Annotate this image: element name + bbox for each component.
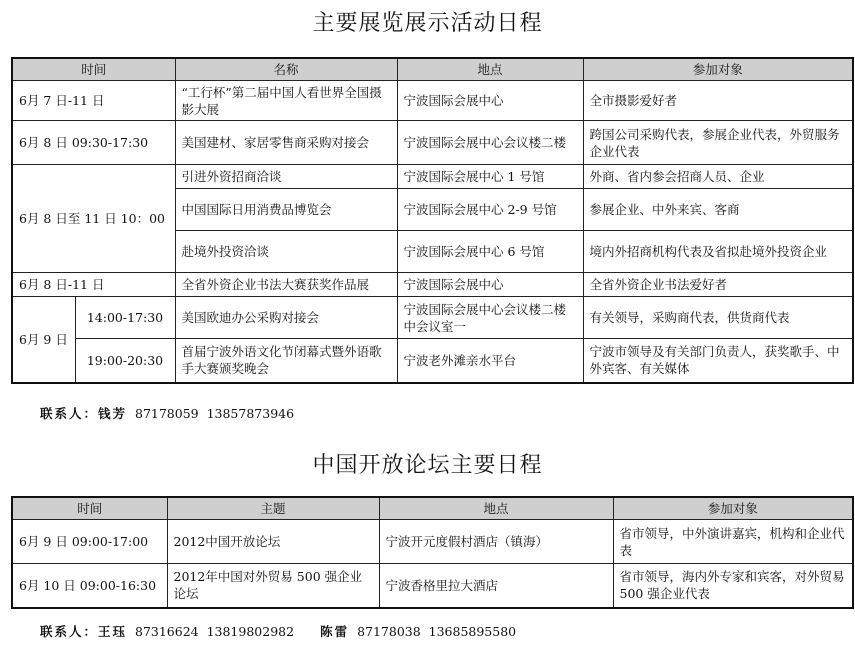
table-row — [12, 564, 853, 608]
cell-subtime: 14:00-17:30 — [75, 297, 175, 339]
cell-audience: 省市领导，中外演讲嘉宾，机构和企业代表 — [613, 520, 853, 564]
cell-place: 宁波国际会展中心 6 号馆 — [397, 231, 583, 273]
header-topic: 主题 — [167, 497, 379, 520]
cell-audience: 参展企业、中外来宾、客商 — [583, 189, 853, 231]
cell-time: 6月 7 日-11 日 — [12, 81, 175, 121]
cell-audience: 省市领导，海内外专家和宾客，对外贸易 500 强企业代表 — [613, 564, 853, 608]
cell-time: 6月 9 日 — [12, 297, 75, 383]
cell-audience: 跨国公司采购代表，参展企业代表，外贸服务企业代表 — [583, 121, 853, 165]
cell-place: 宁波国际会展中心 — [397, 81, 583, 121]
cell-topic: 2012中国开放论坛 — [167, 520, 379, 564]
table-row — [12, 273, 853, 297]
cell-place: 宁波国际会展中心会议楼二楼中会议室一 — [397, 297, 583, 339]
cell-place: 宁波香格里拉大酒店 — [379, 564, 613, 608]
cell-place: 宁波国际会展中心 1 号馆 — [397, 165, 583, 189]
contact-phone: 13819802982 — [206, 624, 295, 639]
cell-name: 全省外资企业书法大赛获奖作品展 — [175, 273, 397, 297]
cell-time: 6月 8 日 09:30-17:30 — [12, 121, 175, 165]
contact-phone: 13685895580 — [428, 624, 517, 639]
cell-name: 首届宁波外语文化节闭幕式暨外语歌手大赛颁奖晚会 — [175, 339, 397, 383]
table-row — [12, 339, 853, 383]
cell-time: 6月 10 日 09:00-16:30 — [12, 564, 167, 608]
header-audience: 参加对象 — [613, 497, 853, 520]
contact-label: 联系人：钱芳 — [40, 406, 128, 421]
cell-audience: 全省外资企业书法爱好者 — [583, 273, 853, 297]
cell-audience: 有关领导，采购商代表，供货商代表 — [583, 297, 853, 339]
cell-name: 中国国际日用消费品博览会 — [175, 189, 397, 231]
cell-time: 6月 8 日至 11 日 10：00 — [12, 165, 175, 273]
cell-place: 宁波老外滩亲水平台 — [397, 339, 583, 383]
cell-time: 6月 8 日-11 日 — [12, 273, 175, 297]
table-row — [12, 165, 853, 189]
cell-audience: 宁波市领导及有关部门负责人，获奖歌手、中外宾客、有关媒体 — [583, 339, 853, 383]
header-place: 地点 — [379, 497, 613, 520]
cell-name: 赴境外投资洽谈 — [175, 231, 397, 273]
header-time: 时间 — [12, 58, 175, 81]
exhibitions-schedule-table — [11, 57, 854, 384]
table-row — [12, 520, 853, 564]
forum-schedule-table — [11, 496, 854, 609]
schedule-title-exhibitions: 主要展览展示活动日程 — [312, 11, 543, 36]
contact-label: 联系人：王珏 — [40, 624, 128, 639]
cell-audience: 外商、省内参会招商人员、企业 — [583, 165, 853, 189]
contact-phone: 13857873946 — [206, 406, 295, 421]
contact-phone: 87178038 — [357, 624, 421, 639]
cell-subtime: 19:00-20:30 — [75, 339, 175, 383]
table-header-row — [12, 497, 853, 520]
cell-topic: 2012年中国对外贸易 500 强企业论坛 — [167, 564, 379, 608]
cell-name: 引进外资招商洽谈 — [175, 165, 397, 189]
contact-line-1 — [40, 404, 294, 422]
header-name: 名称 — [175, 58, 397, 81]
cell-name: 美国建材、家居零售商采购对接会 — [175, 121, 397, 165]
schedule-title-forum: 中国开放论坛主要日程 — [312, 453, 543, 478]
cell-time: 6月 9 日 09:00-17:00 — [12, 520, 167, 564]
cell-name: “工行杯”第二届中国人看世界全国摄影大展 — [175, 81, 397, 121]
cell-audience: 境内外招商机构代表及省拟赴境外投资企业 — [583, 231, 853, 273]
header-place: 地点 — [397, 58, 583, 81]
header-time: 时间 — [12, 497, 167, 520]
cell-place: 宁波开元度假村酒店（镇海） — [379, 520, 613, 564]
cell-place: 宁波国际会展中心会议楼二楼 — [397, 121, 583, 165]
table-header-row — [12, 58, 853, 81]
contact-line-2 — [40, 622, 516, 640]
table-row — [12, 81, 853, 121]
header-audience: 参加对象 — [583, 58, 853, 81]
contact-phone: 87178059 — [135, 406, 199, 421]
contact-label: 陈雷 — [320, 624, 350, 639]
cell-audience: 全市摄影爱好者 — [583, 81, 853, 121]
table-row — [12, 297, 853, 339]
cell-place: 宁波国际会展中心 2-9 号馆 — [397, 189, 583, 231]
table-row — [12, 121, 853, 165]
contact-phone: 87316624 — [135, 624, 199, 639]
cell-place: 宁波国际会展中心 — [397, 273, 583, 297]
cell-name: 美国欧迪办公采购对接会 — [175, 297, 397, 339]
